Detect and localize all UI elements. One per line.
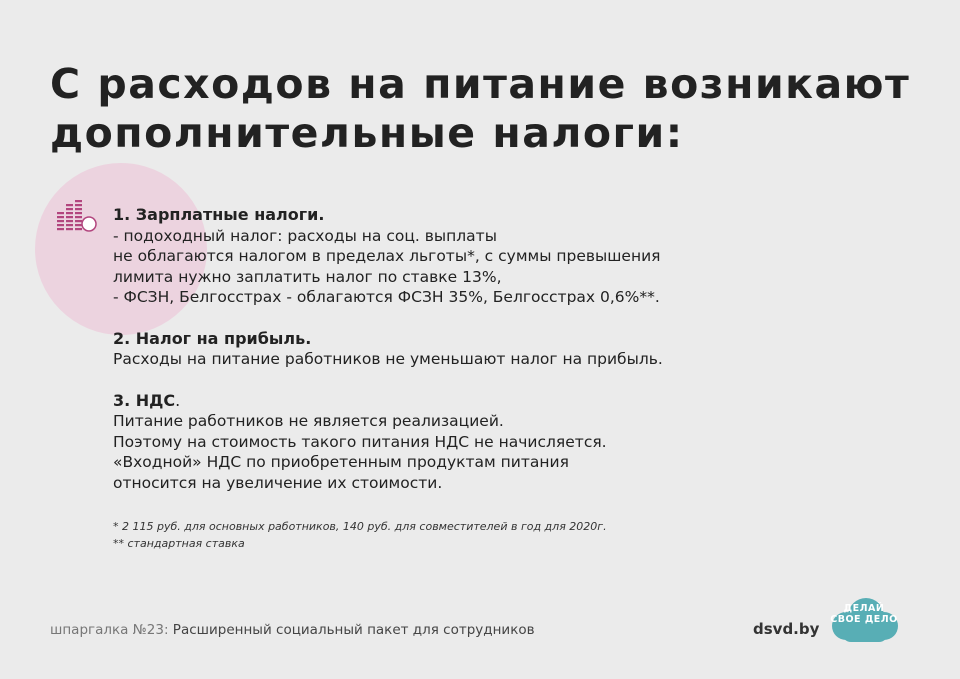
footer-prefix: шпаргалка №23: [50, 622, 169, 638]
section-line: Поэтому на стоимость такого питания НДС не начисляется. [113, 432, 607, 451]
section-heading: 1. Зарплатные налоги. [113, 205, 325, 224]
section-line: Питание работников не является реализацией. [113, 412, 504, 430]
section-heading: 2. Налог на прибыль. [113, 328, 312, 348]
tax-list [113, 205, 913, 514]
footnotes [113, 518, 607, 552]
section-salary-taxes [113, 205, 913, 308]
logo-line-2: СВОЕ ДЕЛО [830, 614, 898, 625]
section-heading-text: 3. НДС [113, 390, 176, 410]
section-line: не облагаются налогом в пределах льготы*, с суммы превышения [113, 247, 661, 265]
footnote-2: ** стандартная ставка [113, 537, 245, 550]
section-line: относится на увеличение их стоимости. [113, 473, 443, 492]
section-heading-suffix: . [175, 390, 181, 410]
section-line: «Входной» НДС по приобретенным продуктам питания [113, 453, 569, 471]
site-link[interactable]: dsvd.by [753, 620, 820, 638]
section-line: - ФСЗН, Белгосстрах - облагаются ФСЗН 35%, Белгосстрах 0,6%**. [113, 288, 660, 306]
title-line-2: дополнительные налоги: [50, 109, 684, 157]
coin-stack-icon [55, 198, 101, 236]
section-line: лимита нужно заплатить налог по ставке 13%, [113, 267, 502, 286]
footer-caption [50, 622, 535, 638]
section-heading [113, 391, 913, 412]
logo-line-1: ДЕЛАЙ [843, 603, 885, 614]
footer-text: Расширенный социальный пакет для сотрудников [168, 622, 535, 638]
page-title [50, 60, 930, 158]
footnote-1: * 2 115 руб. для основных работников, 140 руб. для совместителей в год для 2020г. [113, 520, 607, 533]
title-line-1: С расходов на питание возникают [50, 60, 911, 108]
section-vat [113, 391, 913, 494]
logo-text [826, 603, 902, 625]
section-line: Расходы на питание работников не уменьшают налог на прибыль. [113, 350, 663, 368]
section-line: - подоходный налог: расходы на соц. выплаты [113, 226, 497, 245]
section-profit-tax [113, 329, 913, 370]
